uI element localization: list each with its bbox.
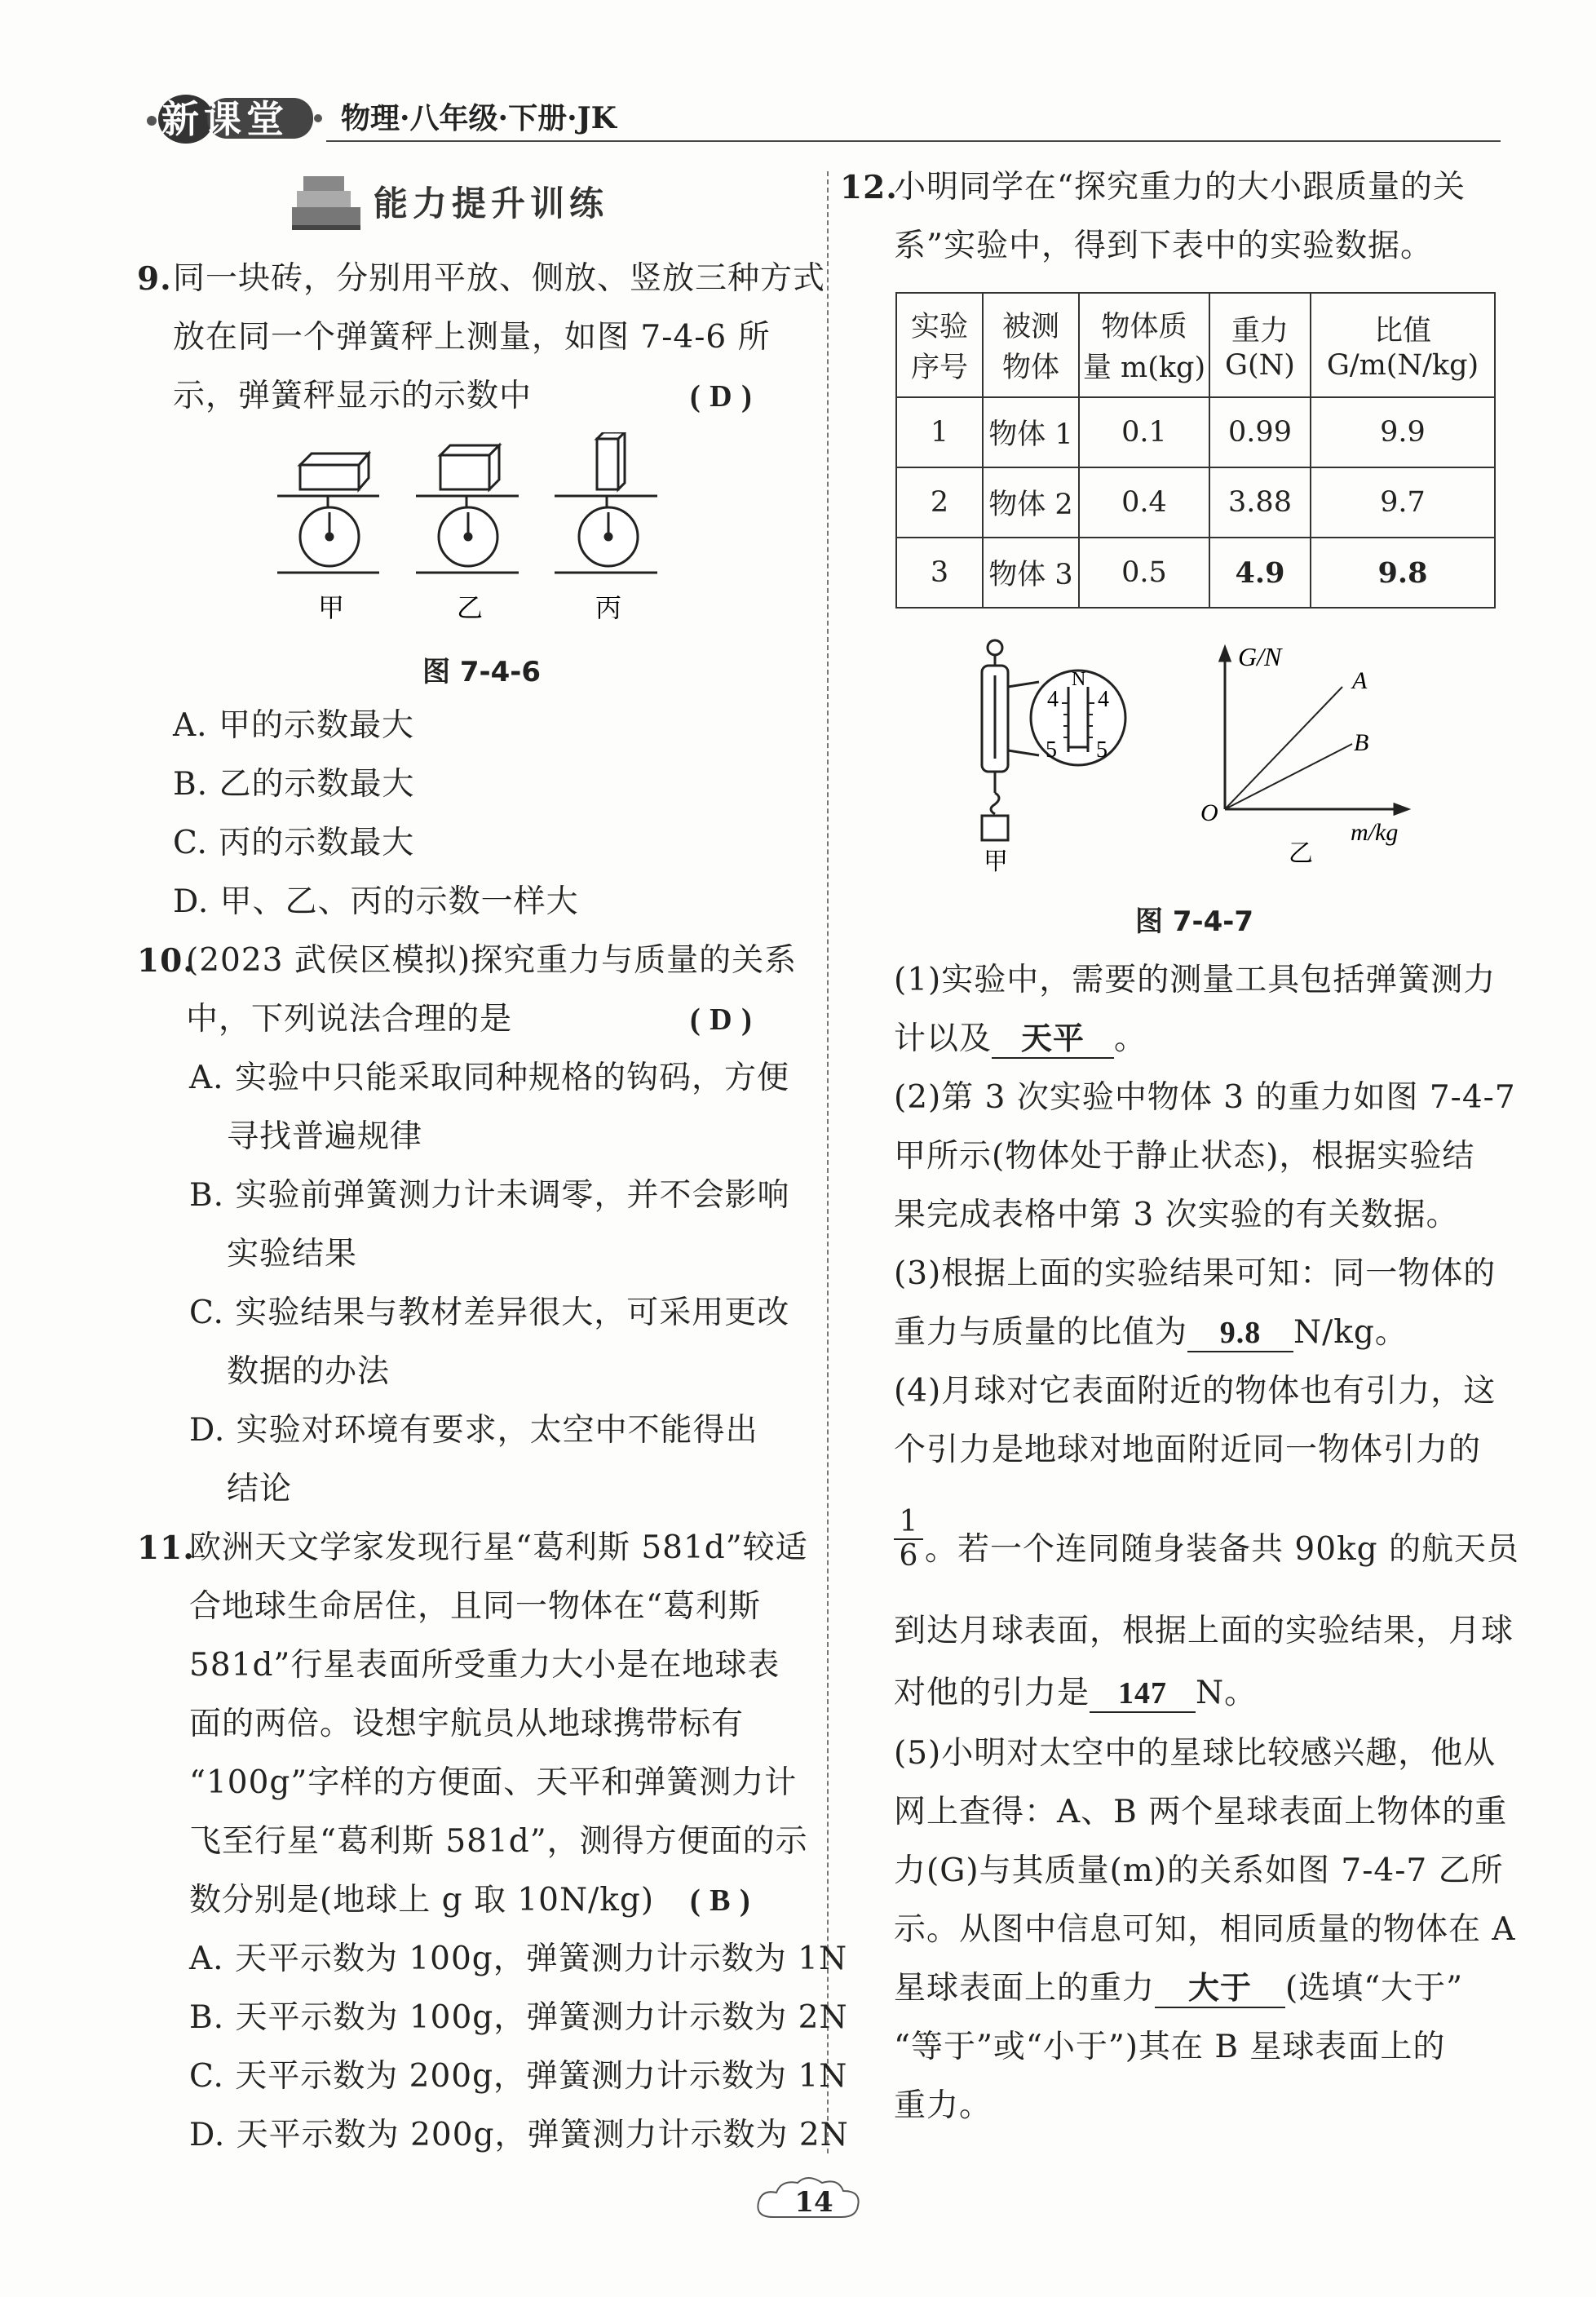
logo-text: 新课堂 bbox=[161, 97, 289, 141]
column-divider bbox=[827, 171, 829, 2153]
figure-7-4-6 bbox=[261, 432, 718, 620]
q12-p4-line-2: 个引力是地球对地面附近同一物体引力的 bbox=[894, 1432, 1482, 1468]
scale-label-4-right: 4 bbox=[1098, 687, 1109, 712]
q10-option-a-cont: 寻找普遍规律 bbox=[227, 1118, 423, 1155]
axis-label-g: G/N bbox=[1238, 642, 1282, 671]
q12-p5-line-5: 星球表面上的重力 大于 (选填“大于” bbox=[894, 1970, 1464, 2007]
q10-line-1: (2023 武侯区模拟)探究重力与质量的关系 bbox=[186, 942, 798, 979]
line-b bbox=[1225, 744, 1352, 809]
data-table bbox=[895, 292, 1496, 609]
q9-answer: ( D ) bbox=[690, 379, 753, 414]
line-a bbox=[1225, 687, 1342, 809]
q11-line-2: 合地球生命居住，且同一物体在“葛利斯 bbox=[189, 1588, 761, 1625]
table-cell: 0.99 bbox=[1209, 397, 1311, 467]
header-rule bbox=[326, 140, 1501, 142]
table-header-cell: 物体质 量 m(kg) bbox=[1079, 293, 1209, 397]
q12-caption: 图 7-4-7 bbox=[1135, 905, 1254, 938]
scale-label-n: N bbox=[1072, 669, 1086, 690]
table-header-cell: 重力 G(N) bbox=[1209, 293, 1311, 397]
q11-option-d: D. 天平示数为 200g，弹簧测力计示数为 2N bbox=[189, 2117, 849, 2153]
table-cell: 物体 3 bbox=[983, 538, 1079, 608]
scale-jia-icon bbox=[277, 454, 379, 573]
q9-number: 9. bbox=[137, 260, 172, 298]
table-header-cell: 比值 G/m(N/kg) bbox=[1311, 293, 1495, 397]
q12-p1-line-2: 计以及 天平 。 bbox=[894, 1020, 1147, 1057]
q11-option-c: C. 天平示数为 200g，弹簧测力计示数为 1N bbox=[189, 2058, 848, 2095]
q10-option-c: C. 实验结果与教材差异很大，可采用更改 bbox=[189, 1295, 790, 1331]
q12-p5-line-7: 重力。 bbox=[894, 2087, 993, 2124]
table-cell: 1 bbox=[896, 397, 983, 467]
q12-line-1: 小明同学在“探究重力的大小跟质量的关 bbox=[894, 169, 1466, 206]
q9-option-c: C. 丙的示数最大 bbox=[173, 825, 415, 861]
table-row bbox=[896, 538, 1495, 608]
q11-answer: ( B ) bbox=[690, 1883, 751, 1918]
q10-option-b-cont: 实验结果 bbox=[227, 1236, 358, 1272]
answer-blank-4: 147 bbox=[1090, 1675, 1196, 1713]
q12-p5-line-3: 力(G)与其质量(m)的关系如图 7-4-7 乙所 bbox=[894, 1852, 1504, 1889]
q12-p5-line-1: (5)小明对太空中的星球比较感兴趣，他从 bbox=[894, 1735, 1497, 1772]
scale-label-4-left: 4 bbox=[1047, 687, 1059, 712]
q12-p2-line-1: (2)第 3 次实验中物体 3 的重力如图 7-4-7 bbox=[894, 1079, 1516, 1116]
table-cell: 物体 1 bbox=[983, 397, 1079, 467]
axis-label-m: m/kg bbox=[1351, 819, 1399, 846]
q11-option-b: B. 天平示数为 100g，弹簧测力计示数为 2N bbox=[189, 1999, 848, 2036]
g-m-graph bbox=[1220, 648, 1408, 814]
q12-p5-line-6: “等于”或“小于”)其在 B 星球表面上的 bbox=[894, 2029, 1446, 2065]
fig-label-jia: 甲 bbox=[318, 593, 345, 620]
q9-option-d: D. 甲、乙、丙的示数一样大 bbox=[173, 883, 579, 920]
table-header-row bbox=[896, 293, 1495, 397]
q9-line-2: 放在同一个弹簧秤上测量，如图 7-4-6 所 bbox=[173, 319, 771, 356]
table-cell-answer: 9.8 bbox=[1311, 538, 1495, 608]
table-cell-answer: 4.9 bbox=[1209, 538, 1311, 608]
q10-line-2: 中，下列说法合理的是 bbox=[186, 1001, 513, 1038]
table-header-cell: 实验 序号 bbox=[896, 293, 983, 397]
table-cell: 9.7 bbox=[1311, 467, 1495, 538]
q12-p1-line-1: (1)实验中，需要的测量工具包括弹簧测力 bbox=[894, 962, 1497, 998]
q12-p4-line-5: 对他的引力是 147 N。 bbox=[894, 1675, 1258, 1711]
table-header-cell: 被测 物体 bbox=[983, 293, 1079, 397]
q11-line-3: 581d”行星表面所受重力大小是在地球表 bbox=[189, 1647, 780, 1684]
section-title: 能力提升训练 bbox=[374, 184, 609, 224]
fig-label-yi-2: 乙 bbox=[1289, 840, 1313, 867]
q10-option-c-cont: 数据的办法 bbox=[227, 1353, 391, 1390]
scale-label-5-right: 5 bbox=[1096, 737, 1107, 763]
table-cell: 物体 2 bbox=[983, 467, 1079, 538]
q10-option-b: B. 实验前弹簧测力计未调零，并不会影响 bbox=[189, 1177, 790, 1214]
q12-p4-line-4: 到达月球表面，根据上面的实验结果，月球 bbox=[894, 1613, 1514, 1649]
q9-caption: 图 7-4-6 bbox=[422, 656, 542, 688]
q9-option-a: A. 甲的示数最大 bbox=[173, 707, 414, 744]
fig-label-jia-2: 甲 bbox=[984, 848, 1008, 875]
table-cell: 2 bbox=[896, 467, 983, 538]
table-cell: 0.1 bbox=[1079, 397, 1209, 467]
figure-7-4-7 bbox=[946, 636, 1566, 897]
line-label-b: B bbox=[1354, 729, 1369, 756]
origin-label: O bbox=[1200, 799, 1218, 826]
scale-bing-icon bbox=[555, 432, 657, 573]
q9-option-b: B. 乙的示数最大 bbox=[173, 766, 415, 803]
q11-line-4: 面的两倍。设想宇航员从地球携带标有 bbox=[189, 1706, 745, 1742]
fig-label-bing: 丙 bbox=[595, 593, 622, 620]
q10-option-d-cont: 结论 bbox=[227, 1471, 293, 1507]
table-cell: 3.88 bbox=[1209, 467, 1311, 538]
table-cell: 0.5 bbox=[1079, 538, 1209, 608]
q9-line-1: 同一块砖，分别用平放、侧放、竖放三种方式 bbox=[173, 260, 826, 297]
q9-line-3: 示，弹簧秤显示的示数中 bbox=[173, 378, 533, 414]
line-label-a: A bbox=[1352, 667, 1368, 694]
q10-answer: ( D ) bbox=[690, 1002, 753, 1037]
table-row bbox=[896, 397, 1495, 467]
header-logo bbox=[129, 90, 325, 147]
q11-line-6: 飞至行星“葛利斯 581d”，测得方便面的示 bbox=[189, 1823, 808, 1860]
fig-label-yi: 乙 bbox=[457, 593, 484, 620]
scale-label-5-left: 5 bbox=[1046, 737, 1057, 763]
table-row bbox=[896, 467, 1495, 538]
q10-option-a: A. 实验中只能采取同种规格的钩码，方便 bbox=[189, 1060, 789, 1096]
answer-blank-1: 天平 bbox=[992, 1021, 1114, 1059]
q12-p3-line-1: (3)根据上面的实验结果可知：同一物体的 bbox=[894, 1255, 1497, 1292]
q11-number: 11. bbox=[137, 1529, 195, 1567]
q12-p2-line-2: 甲所示(物体处于静止状态)，根据实验结 bbox=[894, 1138, 1475, 1175]
section-header bbox=[285, 171, 652, 237]
q11-option-a: A. 天平示数为 100g，弹簧测力计示数为 1N bbox=[189, 1941, 848, 1977]
table-cell: 3 bbox=[896, 538, 983, 608]
books-icon bbox=[285, 171, 367, 237]
q10-number: 10. bbox=[137, 942, 195, 980]
q12-p4-line-3: 。若一个连同随身装备共 90kg 的航天员 bbox=[925, 1531, 1520, 1568]
q12-p5-line-4: 示。从图中信息可知，相同质量的物体在 A bbox=[894, 1911, 1516, 1948]
page-number: 14 bbox=[794, 2186, 833, 2219]
answer-blank-3: 9.8 bbox=[1187, 1315, 1293, 1352]
q10-option-d: D. 实验对环境有要求，太空中不能得出 bbox=[189, 1412, 758, 1449]
q11-line-5: “100g”字样的方便面、天平和弹簧测力计 bbox=[189, 1764, 798, 1801]
header-subtitle: 物理·八年级·下册·JK bbox=[341, 101, 617, 135]
table-cell: 9.9 bbox=[1311, 397, 1495, 467]
scale-yi-icon bbox=[416, 445, 519, 573]
fraction-one-sixth: 1 6 bbox=[894, 1506, 923, 1573]
q12-p4-line-1: (4)月球对它表面附近的物体也有引力，这 bbox=[894, 1373, 1497, 1410]
q12-p3-line-2: 重力与质量的比值为 9.8 N/kg。 bbox=[894, 1314, 1408, 1351]
q11-line-1: 欧洲天文学家发现行星“葛利斯 581d”较适 bbox=[189, 1529, 808, 1566]
q12-line-2: 系”实验中，得到下表中的实验数据。 bbox=[894, 228, 1433, 264]
q12-number: 12. bbox=[840, 169, 898, 206]
q12-p2-line-3: 果完成表格中第 3 次实验的有关数据。 bbox=[894, 1197, 1459, 1233]
q12-p5-line-2: 网上查得：A、B 两个星球表面上物体的重 bbox=[894, 1794, 1508, 1830]
answer-blank-5: 大于 bbox=[1155, 1971, 1285, 2008]
q11-line-7: 数分别是(地球上 g 取 10N/kg) bbox=[189, 1882, 655, 1919]
table-cell: 0.4 bbox=[1079, 467, 1209, 538]
